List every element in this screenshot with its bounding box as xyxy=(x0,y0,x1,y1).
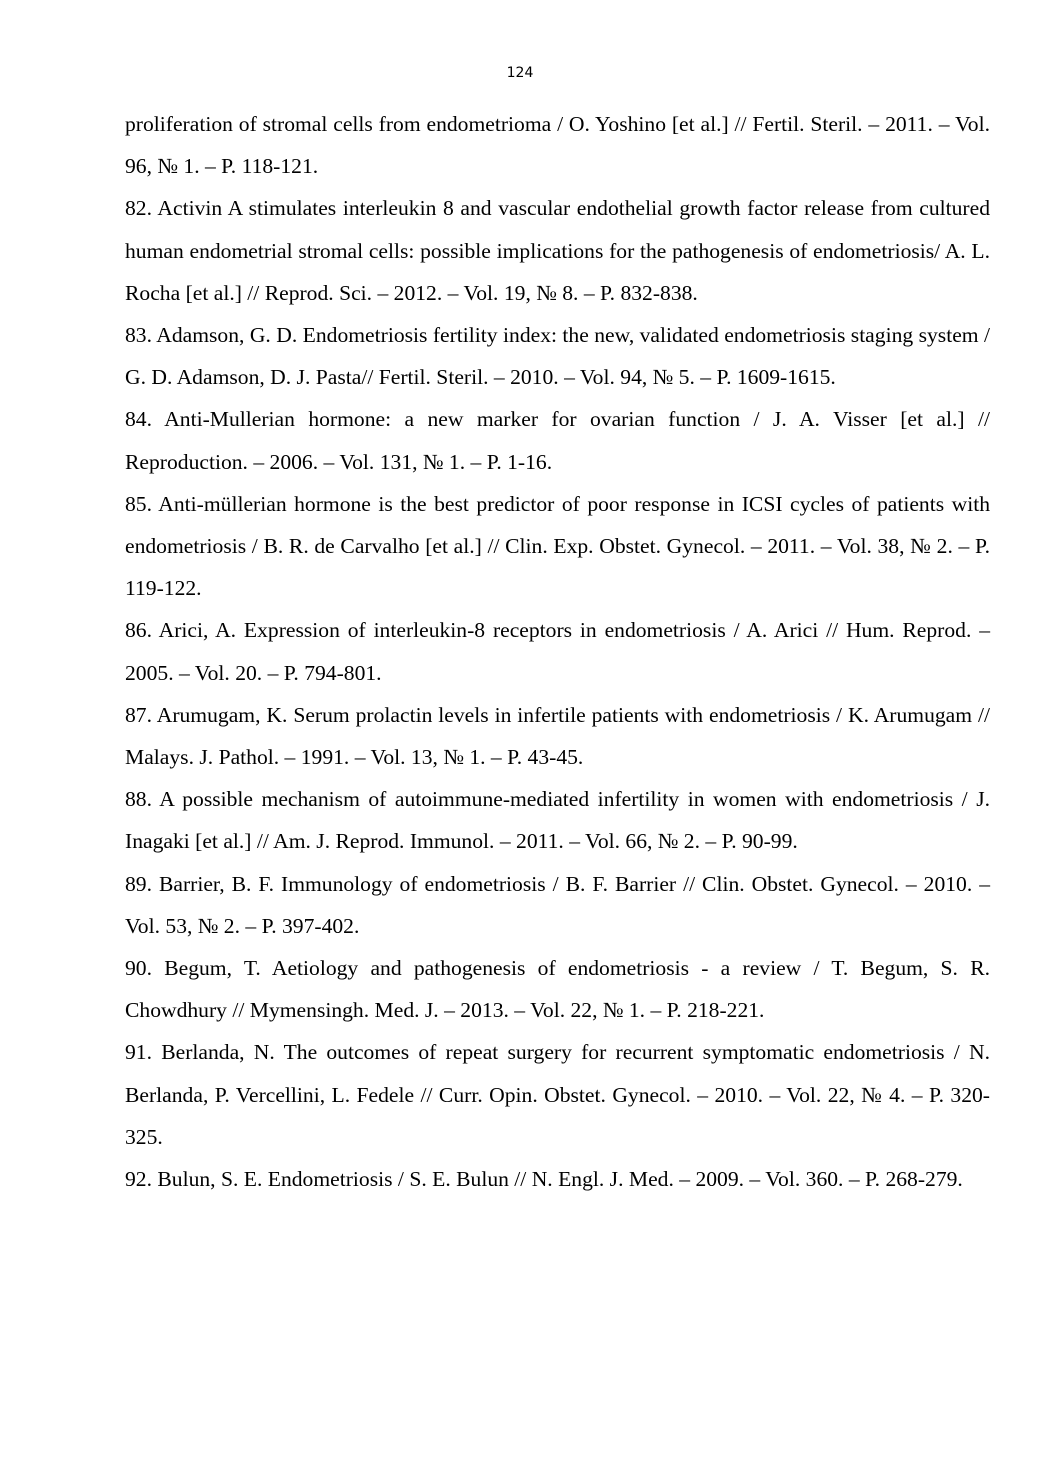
page-number: 124 xyxy=(506,65,534,81)
reference-entry: 87. Arumugam, K. Serum prolactin levels in infertile patients with endometriosis / K. Arumugam // Malays. J. Pathol. – 1991. – Vol. 13, № 1. – P. 43-45. xyxy=(125,702,990,770)
reference-entry: 89. Barrier, B. F. Immunology of endometriosis / B. F. Barrier // Clin. Obstet. Gynecol. – 2010. – Vol. 53, № 2. – P. 397-402. xyxy=(125,871,990,938)
reference-entry: proliferation of stromal cells from endometrioma / O. Yoshino [et al.] // Fertil. Steril. – 2011. – Vol. 96, № 1. – P. 118-121. xyxy=(125,112,990,179)
reference-list xyxy=(125,103,990,1200)
reference-entry: 90. Begum, T. Aetiology and pathogenesis of endometriosis - a review / T. Begum, S. R. Chowdhury // Mymensingh. Med. J. – 2013. – Vol. 22, № 1. – P. 218-221. xyxy=(125,956,990,1023)
reference-entry: 91. Berlanda, N. The outcomes of repeat surgery for recurrent symptomatic endometriosis / N. Berlanda, P. Vercellini, L. Fedele // Curr. Opin. Obstet. Gynecol. – 2010. – Vol. 22, № 4. – P. 320-325. xyxy=(125,1040,990,1149)
reference-entry: 83. Adamson, G. D. Endometriosis fertility index: the new, validated endometriosis staging system / G. D. Adamson, D. J. Pasta// Fertil. Steril. – 2010. – Vol. 94, № 5. – P. 1609-1615. xyxy=(125,323,990,390)
reference-entry: 86. Arici, A. Expression of interleukin-8 receptors in endometriosis / A. Arici // Hum. Reprod. – 2005. – Vol. 20. – P. 794-801. xyxy=(125,618,990,685)
reference-entry: 82. Activin A stimulates interleukin 8 and vascular endothelial growth factor release from cultured human endometrial stromal cells: possible implications for the pathogenesis of endometriosis/ A. L. Rocha [et al.] // Reprod. Sci. – 2012. – Vol. 19, № 8. – P. 832-838. xyxy=(125,196,990,305)
reference-entry: 88. A possible mechanism of autoimmune-mediated infertility in women with endometriosis / J. Inagaki [et al.] // Am. J. Reprod. Immunol. – 2011. – Vol. 66, № 2. – P. 90-99. xyxy=(125,787,990,854)
reference-entry: 92. Bulun, S. E. Endometriosis / S. E. Bulun // N. Engl. J. Med. – 2009. – Vol. 360. – P. 268-279. xyxy=(125,1167,963,1192)
reference-entry: 85. Anti-müllerian hormone is the best predictor of poor response in ICSI cycles of patients with endometriosis / B. R. de Carvalho [et al.] // Clin. Exp. Obstet. Gynecol. – 2011. – Vol. 38, № 2. – P. 119-122. xyxy=(125,491,990,601)
reference-entry: 84. Anti-Mullerian hormone: a new marker for ovarian function / J. A. Visser [et al.] // Reproduction. – 2006. – Vol. 131, № 1. – P. 1-16. xyxy=(125,407,990,474)
